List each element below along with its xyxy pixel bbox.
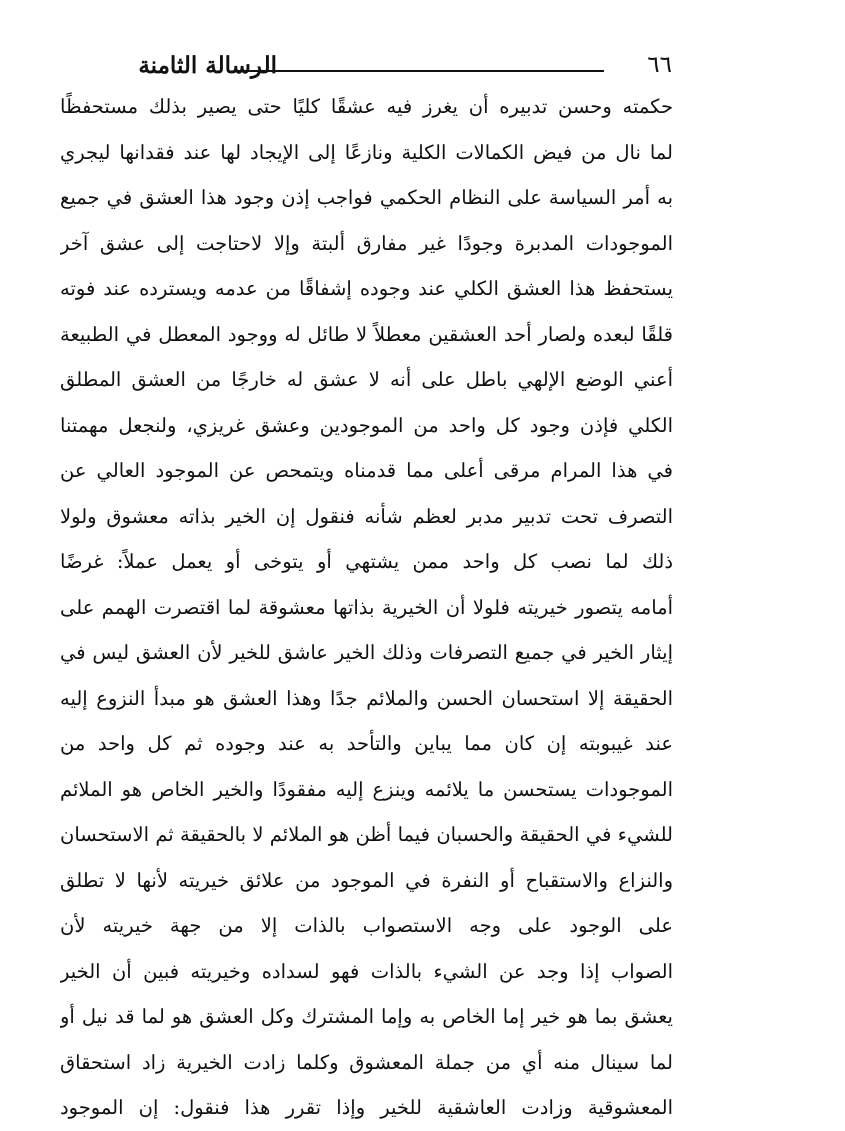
text-line: ذلك لما نصب كل واحد ممن يشتهي أو يتوخى أو يعمل عملاً: غرضًا (60, 550, 673, 573)
text-line: في هذا المرام مرقى أعلى مما قدمناه ويتمحص عن الموجود العالي عن (60, 459, 673, 482)
text-line: لما سينال منه أي من جملة المعشوق وكلما زادت الخيرية زاد استحقاق (60, 1050, 673, 1074)
text-line: لما نال من فيض الكمالات الكلية ونازعًا إلى الإيجاد لها عند فقدانها ليجري (60, 140, 673, 164)
text-line: به أمر السياسة على النظام الحكمي فواجب إذن وجود هذا العشق في جميع (60, 186, 673, 209)
text-line: الحقيقة إلا استحسان الحسن والملائم جدًا وهذا العشق هو مبدأ النزوع إليه (60, 686, 673, 710)
text-line: إيثار الخير في جميع التصرفات وذلك الخير عاشق للخير لأن العشق ليس في (60, 641, 673, 664)
text-line: المعشوقية وزادت العاشقية للخير وإذا تقرر هذا فنقول: إن الموجود (60, 1096, 673, 1119)
text-line: قلقًا لبعده ولصار أحد العشقين معطلاً لا طائل له ووجود المعطل في الطبيعة (60, 322, 673, 346)
text-line: والنزاع والاستقباح أو النفرة في الموجود من علائق خيريته لأنها لا تطلق (60, 868, 673, 892)
running-title: الرسالة الثامنة (138, 52, 277, 79)
text-line: أمامه يتصور خيريته فلولا أن الخيرية بذاتها معشوقة لما اقتصرت الهمم على (60, 595, 673, 619)
text-line: أعني الوضع الإلهي باطل على أنه لا عشق له خارجًا من العشق المطلق (60, 368, 673, 391)
text-line: يعشق بما هو خير إما الخاص به وإما المشترك وكل العشق هو لما قد نيل أو (60, 1005, 673, 1028)
text-line: الموجودات يستحسن ما يلائمه وينزع إليه مفقودًا والخير الخاص هو الملائم (60, 777, 673, 801)
text-line: للشيء في الحقيقة والحسبان فيما أظن هو الملائم لا بالحقيقة ثم الاستحسان (60, 823, 673, 846)
text-line: التصرف تحت تدبير مدبر لعظم شأنه فنقول إن الخير بذاته معشوق ولولا (60, 504, 673, 528)
text-line: الكلي فإذن وجود كل واحد من الموجودين وعشق غريزي، ولنجعل مهمتنا (60, 413, 673, 437)
text-line: الصواب إذا وجد عن الشيء بالذات فهو لسداده وخيريته فبين أن الخير (60, 959, 673, 983)
header-rule (237, 70, 604, 72)
text-line: عند غيبوبته إن كان مما يباين والتأحد به عند وجوده ثم كل واحد من (60, 732, 673, 755)
text-line: الموجودات المدبرة وجودًا غير مفارق ألبتة وإلا لاحتاجت إلى عشق آخر (60, 231, 673, 255)
text-line: على الوجود على وجه الاستصواب بالذات إلا من جهة خيريته لأن (60, 914, 673, 937)
body-text (60, 84, 673, 1131)
text-line: حكمته وحسن تدبيره أن يغرز فيه عشقًا كليًا حتى يصير بذلك مستحفظًا (60, 95, 673, 118)
text-line: يستحفظ هذا العشق الكلي عند وجوده إشفاقًا من عدمه ويسترده عند فوته (60, 277, 673, 300)
page-number: ٦٦ (647, 52, 672, 78)
